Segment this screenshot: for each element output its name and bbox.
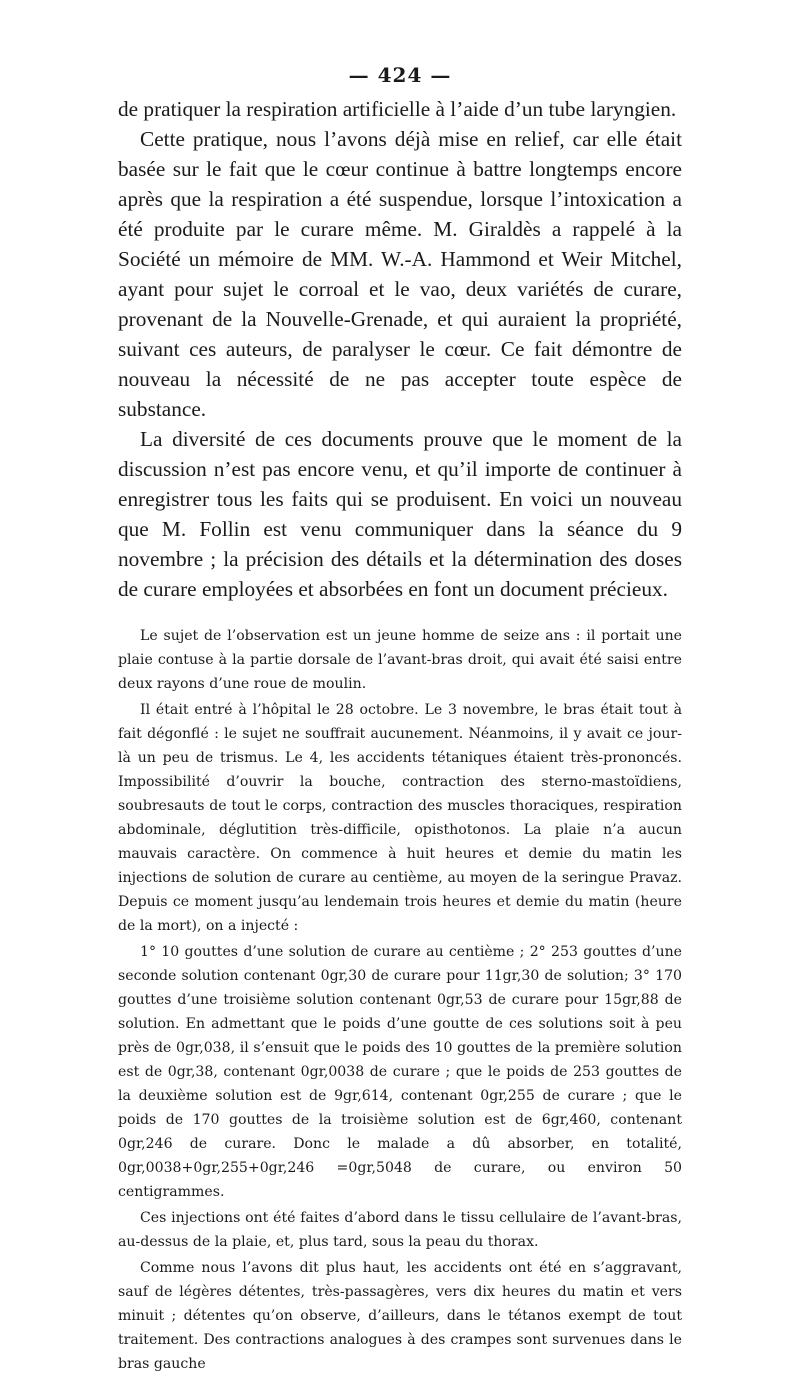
observation-subject: Le sujet de l’observation est un jeune homme de seize ans : il portait une plaie contuse à la partie dorsale de l’avant-bras droit, qui avait été saisi entre deux rayons d’une roue de moulin. <box>118 628 682 692</box>
observation-aggravation: Comme nous l’avons dit plus haut, les accidents ont été en s’aggravant, sauf de légères détentes, très-passagères, vers dix heures du matin et vers minuit ; détentes qu’on observe, d’ailleurs, dans le tétanos exempt de tout traitement. Des contractions analogues à des crampes sont survenues dans le bras gauche <box>118 1260 682 1372</box>
observation-doses: 1° 10 gouttes d’une solution de curare au centième ; 2° 253 gouttes d’une seconde solution contenant 0gr,30 de curare pour 11gr,30 de solution; 3° 170 gouttes d’une troisième solution contenant 0gr,53 de curare pour 15gr,88 de solution. En admettant que le poids d’une goutte de ces solutions soit à peu près de 0gr,038, il s’ensuit que le poids des 10 gouttes de la première solution est de 0gr,38, contenant 0gr,0038 de curare ; que le poids de 253 gouttes de la deuxième solution est de 9gr,614, contenant 0gr,255 de curare ; que le poids de 170 gouttes de la troisième solution est de 6gr,460, contenant 0gr,246 de curare. Donc le malade a dû absorber, en totalité, 0gr,0038+0gr,255+0gr,246 =0gr,5048 de curare, ou environ 50 centigrammes. <box>118 944 682 1200</box>
main-text <box>118 94 682 604</box>
page-number: — 424 — <box>348 63 452 87</box>
observation-hospital: Il était entré à l’hôpital le 28 octobre. Le 3 novembre, le bras était tout à fait dégonflé : le sujet ne souffrait aucunement. Néanmoins, il y avait ce jour-là un peu de trismus. Le 4, les accidents tétaniques étaient très-prononcés. Impossibilité d’ouvrir la bouche, contraction des sterno-mastoïdiens, soubresauts de tout le corps, contraction des muscles thoraciques, respiration abdominale, déglutition très-difficile, opisthotonos. La plaie n’a aucun mauvais caractère. On commence à huit heures et demie du matin les injections de solution de curare au centième, au moyen de la seringue Pravaz. Depuis ce moment jusqu’au lendemain trois heures et demie du matin (heure de la mort), on a injecté : <box>118 702 682 934</box>
observation-text <box>118 624 682 1376</box>
paragraph-continuation: de pratiquer la respiration artificielle à l’aide d’un tube laryngien. <box>118 97 677 121</box>
book-page <box>118 62 682 1376</box>
paragraph-curare-practice: Cette pratique, nous l’avons déjà mise en relief, car elle était basée sur le fait que le cœur continue à battre longtemps encore après que la respiration a été suspendue, lorsque l’intoxication a été produite par le curare même. M. Giraldès a rappelé à la Société un mémoire de MM. W.-A. Hammond et Weir Mitchel, ayant pour sujet le corroal et le vao, deux variétés de curare, provenant de la Nouvelle-Grenade, et qui auraient la propriété, suivant ces auteurs, de paralyser le cœur. Ce fait démontre de nouveau la nécessité de ne pas accepter toute espèce de substance. <box>118 127 682 421</box>
observation-injections: Ces injections ont été faites d’abord dans le tissu cellulaire de l’avant-bras, au-dessus de la plaie, et, plus tard, sous la peau du thorax. <box>118 1210 682 1250</box>
paragraph-documents-diversity: La diversité de ces documents prouve que le moment de la discussion n’est pas encore venu, et qu’il importe de continuer à enregistrer tous les faits qui se produisent. En voici un nouveau que M. Follin est venu communiquer dans la séance du 9 novembre ; la précision des détails et la détermination des doses de curare employées et absorbées en font un document précieux. <box>118 427 682 601</box>
